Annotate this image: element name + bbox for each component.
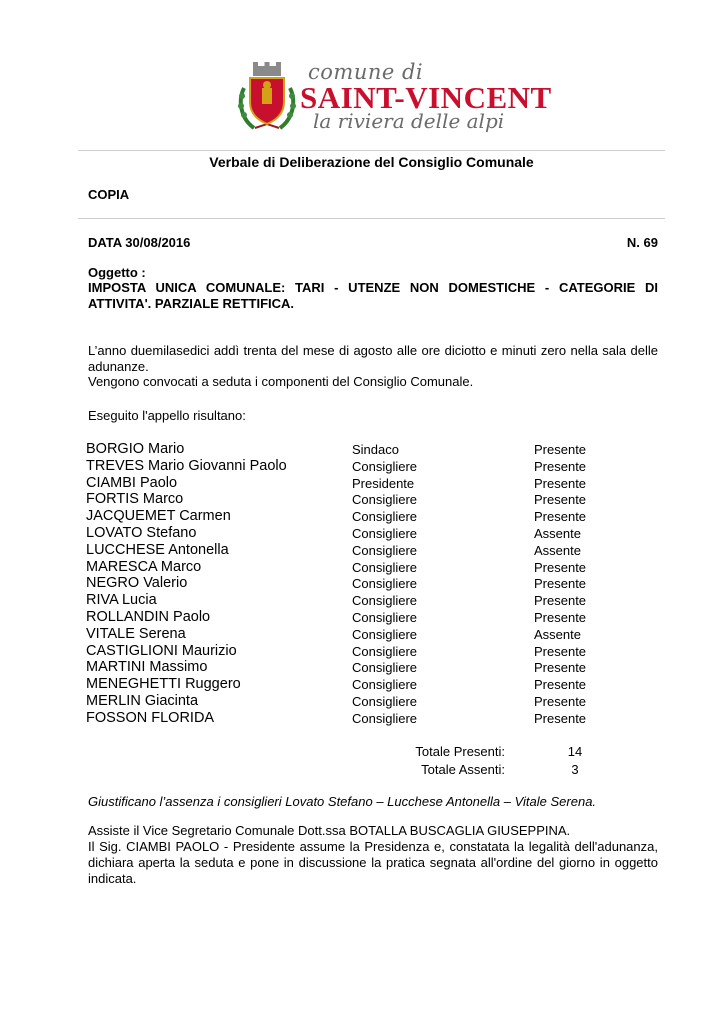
total-present-label: Totale Presenti: [415, 744, 505, 759]
member-name: BORGIO Mario [86, 441, 185, 457]
member-row [86, 491, 646, 508]
subject-text: IMPOSTA UNICA COMUNALE: TARI - UTENZE NON DOMESTICHE - CATEGORIE DI ATTIVITA'. PARZIALE RETTIFICA. [88, 280, 658, 311]
member-status: Presente [534, 710, 587, 726]
divider [78, 218, 665, 219]
absence-justification: Giustificano l’assenza i consiglieri Lovato Stefano – Lucchese Antonella – Vitale Serena. [88, 794, 597, 809]
member-name: CIAMBI Paolo [86, 474, 178, 491]
member-role: Consigliere [352, 559, 418, 575]
member-status: Presente [534, 593, 587, 609]
member-status: Presente [534, 693, 587, 709]
member-status: Presente [534, 492, 587, 508]
member-row [86, 525, 646, 542]
member-row [86, 458, 646, 475]
member-name: CASTIGLIONI Maurizio [86, 642, 237, 659]
member-row [86, 441, 646, 458]
member-status: Assente [534, 626, 581, 642]
member-role: Consigliere [352, 525, 418, 541]
member-row [86, 542, 646, 559]
member-name: MARTINI Massimo [86, 659, 208, 676]
member-row [86, 475, 646, 492]
member-role: Consigliere [352, 576, 418, 592]
member-row [86, 559, 646, 576]
member-role: Consigliere [352, 509, 418, 525]
member-name: FOSSON FLORIDA [86, 709, 215, 726]
deliberation-date: DATA 30/08/2016 [88, 235, 191, 250]
member-row [86, 693, 646, 710]
logo-line-riviera: la riviera delle alpi [313, 109, 505, 133]
copy-label: COPIA [88, 187, 130, 202]
member-name: NEGRO Valerio [86, 575, 188, 592]
total-absent-label: Totale Assenti: [421, 762, 505, 777]
intro-paragraph: L’anno duemilasedici addì trenta del mese di agosto alle ore diciotto e minuti zero nella sala delle adunanze. [88, 343, 658, 374]
member-name: TREVES Mario Giovanni Paolo [86, 457, 287, 474]
logo-line-comune: comune di [308, 60, 424, 84]
member-status: Assente [534, 525, 581, 541]
coat-of-arms-icon [236, 58, 298, 136]
member-name: MARESCA Marco [86, 558, 202, 575]
member-role: Consigliere [352, 660, 418, 676]
member-role: Consigliere [352, 643, 418, 659]
total-absent-value: 3 [571, 762, 579, 777]
divider [78, 150, 665, 151]
member-status: Presente [534, 677, 587, 693]
roll-call-paragraph: Eseguito l'appello risultano: [88, 408, 246, 423]
attendance-list [86, 441, 646, 727]
member-status: Presente [534, 609, 587, 625]
member-name: MERLIN Giacinta [86, 692, 199, 709]
member-role: Consigliere [352, 593, 418, 609]
member-row [86, 710, 646, 727]
member-name: ROLLANDIN Paolo [86, 608, 211, 625]
subject-label: Oggetto : [88, 265, 146, 280]
secretary-paragraph: Assiste il Vice Segretario Comunale Dott.ssa BOTALLA BUSCAGLIA GIUSEPPINA. [88, 823, 571, 838]
member-role: Consigliere [352, 626, 418, 642]
member-role: Consigliere [352, 710, 418, 726]
member-row [86, 592, 646, 609]
member-name: VITALE Serena [86, 625, 186, 642]
logo-line-saint-vincent: SAINT-VINCENT [300, 80, 552, 115]
member-role: Presidente [352, 475, 415, 491]
member-role: Consigliere [352, 677, 418, 693]
president-paragraph: Il Sig. CIAMBI PAOLO - Presidente assume la Presidenza e, constatata la legalità dell'adunanza, dichiara aperta la seduta e pone in discussione la pratica segnata all'ordine del giorno in oggetto indicata. [88, 839, 658, 886]
deliberation-number: N. 69 [626, 235, 658, 250]
member-row [86, 626, 646, 643]
member-row [86, 609, 646, 626]
member-name: RIVA Lucia [86, 592, 157, 609]
member-role: Consigliere [352, 458, 418, 474]
convocation-paragraph: Vengono convocati a seduta i componenti del Consiglio Comunale. [88, 374, 474, 389]
member-status: Presente [534, 559, 587, 575]
member-row [86, 508, 646, 525]
member-role: Sindaco [352, 442, 399, 457]
member-name: JACQUEMET Carmen [86, 508, 231, 525]
member-status: Presente [534, 643, 587, 659]
member-status: Presente [534, 442, 587, 457]
member-role: Consigliere [352, 693, 418, 709]
member-role: Consigliere [352, 542, 418, 558]
member-name: FORTIS Marco [86, 491, 184, 508]
member-role: Consigliere [352, 492, 418, 508]
member-name: LOVATO Stefano [86, 524, 197, 541]
member-status: Assente [534, 542, 581, 558]
member-status: Presente [534, 458, 587, 474]
member-row [86, 643, 646, 660]
member-role: Consigliere [352, 609, 418, 625]
municipality-logo [236, 58, 552, 136]
member-row [86, 575, 646, 592]
member-status: Presente [534, 509, 587, 525]
document-title: Verbale di Deliberazione del Consiglio Comunale [209, 154, 534, 170]
member-row [86, 659, 646, 676]
member-name: LUCCHESE Antonella [86, 541, 229, 558]
member-row [86, 676, 646, 693]
total-present-value: 14 [567, 744, 583, 759]
member-name: MENEGHETTI Ruggero [86, 676, 241, 693]
member-status: Presente [534, 475, 587, 491]
member-status: Presente [534, 660, 587, 676]
member-status: Presente [534, 576, 587, 592]
